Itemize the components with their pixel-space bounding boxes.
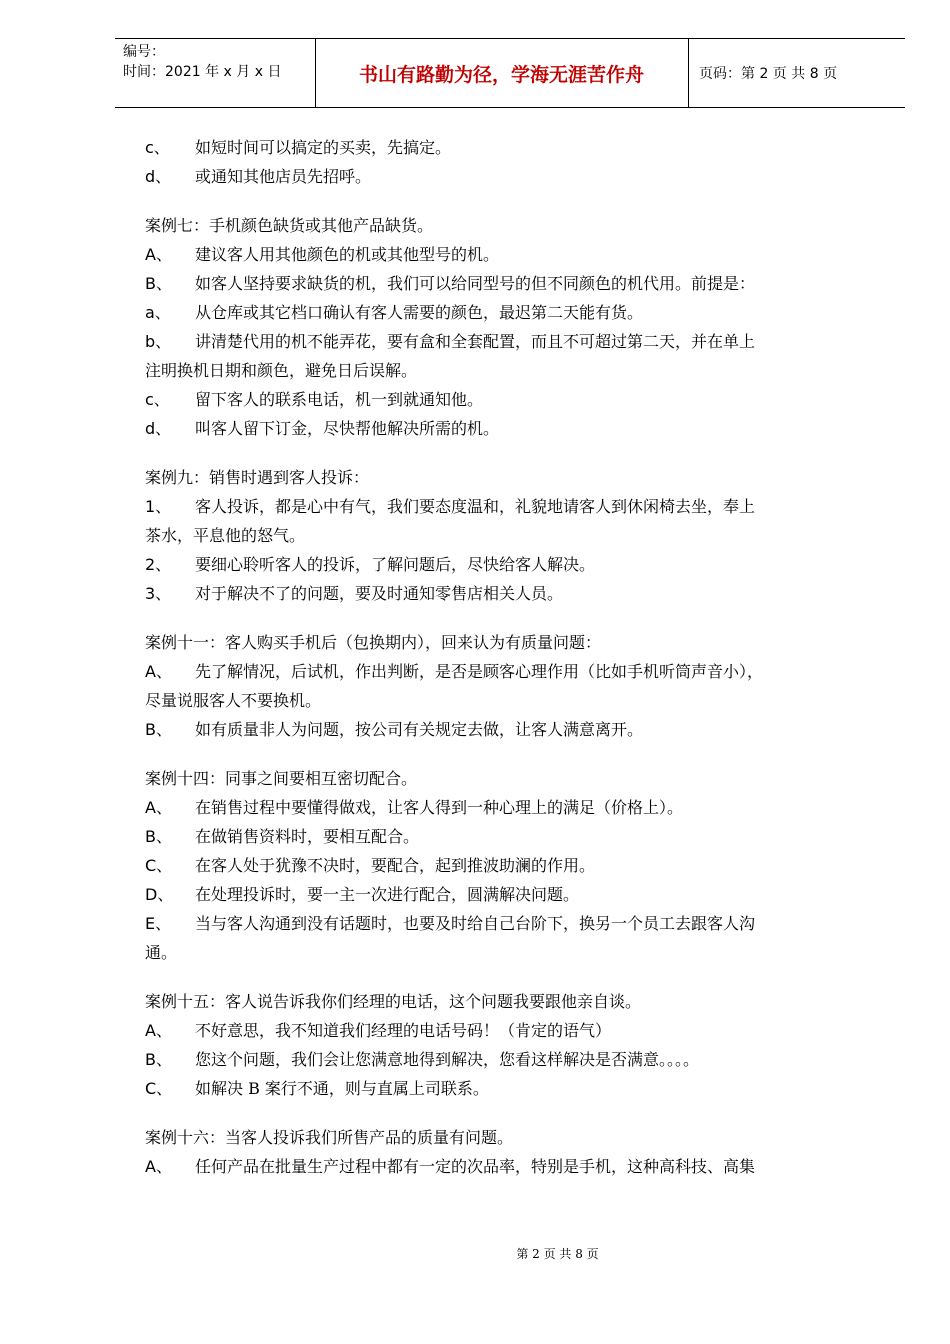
list-item-marker: D、 xyxy=(145,885,174,904)
list-item-marker: B、 xyxy=(145,1050,172,1069)
case-section xyxy=(145,764,880,967)
header-page-cell xyxy=(689,39,905,107)
list-item xyxy=(145,298,880,327)
list-item-marker: 3、 xyxy=(145,584,172,603)
document-number-label: 编号： xyxy=(123,44,165,60)
list-item xyxy=(145,822,880,851)
case-heading: 案例十六：当客人投诉我们所售产品的质量有问题。 xyxy=(145,1128,514,1147)
list-item-marker: B、 xyxy=(145,274,172,293)
list-item-continuation: 通。 xyxy=(145,943,178,962)
list-item-text: 要细心聆听客人的投诉，了解问题后，尽快给客人解决。 xyxy=(195,555,596,574)
list-item-marker: A、 xyxy=(145,1021,172,1040)
header-motto-cell xyxy=(315,39,689,107)
case-heading: 案例七：手机颜色缺货或其他产品缺货。 xyxy=(145,216,434,235)
list-item xyxy=(145,657,880,686)
list-item xyxy=(145,851,880,880)
list-item xyxy=(145,1074,880,1103)
list-item-marker: b、 xyxy=(145,332,172,351)
document-body xyxy=(145,133,880,1181)
header-motto: 书山有路勤为径，学海无涯苦作舟 xyxy=(358,63,644,86)
list-item xyxy=(145,492,880,521)
list-item-text: 留下客人的联系电话，机一到就通知他。 xyxy=(195,390,484,409)
list-item xyxy=(145,240,880,269)
list-item-marker: c、 xyxy=(145,390,170,409)
list-item-marker: d、 xyxy=(145,419,172,438)
list-item-marker: c、 xyxy=(145,138,170,157)
list-item-marker: B、 xyxy=(145,827,172,846)
list-item-text: 在处理投诉时，要一主一次进行配合，圆满解决问题。 xyxy=(195,885,580,904)
list-item xyxy=(145,269,880,298)
list-item xyxy=(145,162,880,191)
case-heading: 案例九：销售时遇到客人投诉： xyxy=(145,468,370,487)
list-item xyxy=(145,880,880,909)
case-section xyxy=(145,463,880,608)
list-item-text: 如有质量非人为问题，按公司有关规定去做，让客人满意离开。 xyxy=(195,720,644,739)
list-item xyxy=(145,550,880,579)
list-item-text: 如短时间可以搞定的买卖，先搞定。 xyxy=(195,138,452,157)
list-item-marker: E、 xyxy=(145,914,172,933)
list-item-text: 建议客人用其他颜色的机或其他型号的机。 xyxy=(195,245,500,264)
list-item-marker: A、 xyxy=(145,798,172,817)
list-item-text: 如客人坚持要求缺货的机，我们可以给同型号的但不同颜色的机代用。前提是： xyxy=(195,274,756,293)
case-heading: 案例十五：客人说告诉我你们经理的电话，这个问题我要跟他亲自谈。 xyxy=(145,992,642,1011)
list-item-continuation: 注明换机日期和颜色，避免日后误解。 xyxy=(145,361,418,380)
list-item xyxy=(145,715,880,744)
list-item-marker: A、 xyxy=(145,1157,172,1176)
list-item-text: 先了解情况，后试机，作出判断，是否是顾客心理作用（比如手机听筒声音小）， xyxy=(195,662,764,681)
list-item-marker: C、 xyxy=(145,1079,173,1098)
list-item-text: 任何产品在批量生产过程中都有一定的次品率，特别是手机，这种高科技、高集 xyxy=(195,1157,756,1176)
page-footer: 第 2 页 共 8 页 xyxy=(516,1247,599,1261)
list-item-continuation: 茶水，平息他的怒气。 xyxy=(145,526,306,545)
case-section xyxy=(145,628,880,744)
list-item xyxy=(145,793,880,822)
list-item-text: 从仓库或其它档口确认有客人需要的颜色，最迟第二天能有货。 xyxy=(195,303,644,322)
list-item-text: 您这个问题，我们会让您满意地得到解决，您看这样解决是否满意。。。。 xyxy=(195,1050,700,1069)
list-item xyxy=(145,1152,880,1181)
list-item-marker: 2、 xyxy=(145,555,172,574)
list-item xyxy=(145,579,880,608)
list-item-marker: d、 xyxy=(145,167,172,186)
case-section xyxy=(145,1123,880,1181)
list-item-marker: C、 xyxy=(145,856,173,875)
list-item-text: 不好意思，我不知道我们经理的电话号码！（肯定的语气） xyxy=(195,1021,612,1040)
header-page-number: 页码：第 2 页 共 8 页 xyxy=(699,66,838,82)
list-item-text: 对于解决不了的问题，要及时通知零售店相关人员。 xyxy=(195,584,564,603)
list-item-text: 讲清楚代用的机不能弄花，要有盒和全套配置，而且不可超过第二天，并在单上 xyxy=(195,332,756,351)
list-item-text: 叫客人留下订金，尽快帮他解决所需的机。 xyxy=(195,419,500,438)
list-item-text: 在做销售资料时，要相互配合。 xyxy=(195,827,420,846)
list-item-text: 当与客人沟通到没有话题时，也要及时给自己台阶下，换另一个员工去跟客人沟 xyxy=(195,914,756,933)
list-item-marker: A、 xyxy=(145,245,172,264)
list-item-marker: a、 xyxy=(145,303,171,322)
case-heading: 案例十一：客人购买手机后（包换期内），回来认为有质量问题： xyxy=(145,633,602,652)
list-item-continuation: 尽量说服客人不要换机。 xyxy=(145,691,322,710)
list-item-text: 如解决 B 案行不通，则与直属上司联系。 xyxy=(195,1079,489,1098)
list-item xyxy=(145,133,880,162)
list-item-text: 在销售过程中要懂得做戏，让客人得到一种心理上的满足（价格上）。 xyxy=(195,798,684,817)
header-meta xyxy=(115,39,316,107)
list-item xyxy=(145,1045,880,1074)
list-item-text: 客人投诉，都是心中有气，我们要态度温和，礼貌地请客人到休闲椅去坐，奉上 xyxy=(195,497,756,516)
list-item-marker: A、 xyxy=(145,662,172,681)
list-item xyxy=(145,1016,880,1045)
document-time-label: 时间：2021 年 x 月 x 日 xyxy=(123,64,282,80)
list-item xyxy=(145,414,880,443)
case-heading: 案例十四：同事之间要相互密切配合。 xyxy=(145,769,418,788)
page-header xyxy=(115,38,905,108)
list-item-text: 或通知其他店员先招呼。 xyxy=(195,167,372,186)
case-section xyxy=(145,133,880,191)
list-item xyxy=(145,327,880,356)
case-section xyxy=(145,987,880,1103)
list-item xyxy=(145,385,880,414)
list-item-marker: 1、 xyxy=(145,497,172,516)
case-section xyxy=(145,211,880,443)
list-item-marker: B、 xyxy=(145,720,172,739)
list-item-text: 在客人处于犹豫不决时，要配合，起到推波助澜的作用。 xyxy=(195,856,596,875)
list-item xyxy=(145,909,880,938)
